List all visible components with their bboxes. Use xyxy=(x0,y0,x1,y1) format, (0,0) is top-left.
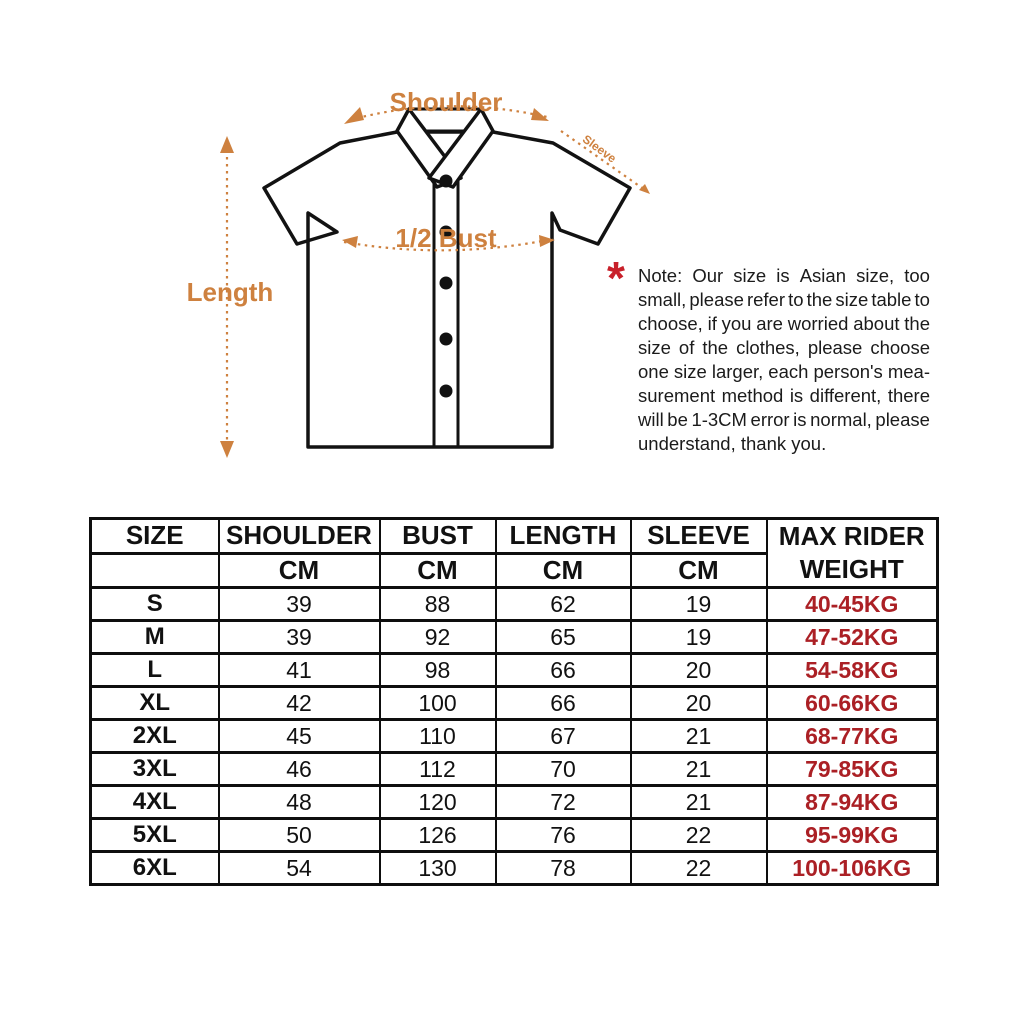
cell-shoulder: 50 xyxy=(219,819,380,852)
unit-length: CM xyxy=(496,553,631,588)
note-asterisk: * xyxy=(607,252,625,304)
cell-size: L xyxy=(91,654,219,687)
sleeve-label: Sleeve xyxy=(579,131,619,166)
cell-sleeve: 19 xyxy=(631,621,767,654)
cell-bust: 88 xyxy=(380,588,496,621)
cell-shoulder: 42 xyxy=(219,687,380,720)
cell-bust: 112 xyxy=(380,753,496,786)
size-table xyxy=(89,517,939,886)
length-label: Length xyxy=(186,277,274,307)
cell-length: 78 xyxy=(496,852,631,885)
cell-sleeve: 21 xyxy=(631,753,767,786)
cell-size: XL xyxy=(91,687,219,720)
note-line: will be 1-3CM error is normal, please xyxy=(638,409,930,430)
cell-length: 70 xyxy=(496,753,631,786)
cell-size: 5XL xyxy=(91,819,219,852)
col-bust: BUST xyxy=(380,519,496,554)
note-line: surement method is different, there xyxy=(638,385,930,406)
cell-weight: 68-77KG xyxy=(767,720,938,753)
cell-length: 76 xyxy=(496,819,631,852)
table-row xyxy=(91,819,938,852)
cell-sleeve: 20 xyxy=(631,687,767,720)
shoulder-label: Shoulder xyxy=(389,87,503,117)
col-size: SIZE xyxy=(91,519,219,554)
note-line: choose, if you are worried about the xyxy=(638,313,930,334)
note-line: one size larger, each person's mea- xyxy=(638,361,930,382)
cell-length: 66 xyxy=(496,687,631,720)
table-row xyxy=(91,753,938,786)
cell-size: S xyxy=(91,588,219,621)
cell-weight: 54-58KG xyxy=(767,654,938,687)
note-line: small, please refer to the size table to xyxy=(638,289,930,310)
cell-length: 65 xyxy=(496,621,631,654)
col-shoulder: SHOULDER xyxy=(219,519,380,554)
cell-weight: 95-99KG xyxy=(767,819,938,852)
cell-sleeve: 22 xyxy=(631,852,767,885)
table-row xyxy=(91,588,938,621)
cell-length: 72 xyxy=(496,786,631,819)
cell-sleeve: 19 xyxy=(631,588,767,621)
cell-size: 6XL xyxy=(91,852,219,885)
cell-shoulder: 54 xyxy=(219,852,380,885)
cell-shoulder: 39 xyxy=(219,621,380,654)
note-line: Note: Our size is Asian size, too xyxy=(638,265,930,286)
unit-shoulder: CM xyxy=(219,553,380,588)
cell-size: 3XL xyxy=(91,753,219,786)
cell-shoulder: 39 xyxy=(219,588,380,621)
cell-shoulder: 41 xyxy=(219,654,380,687)
cell-shoulder: 45 xyxy=(219,720,380,753)
cell-bust: 98 xyxy=(380,654,496,687)
cell-size: 4XL xyxy=(91,786,219,819)
cell-weight: 60-66KG xyxy=(767,687,938,720)
cell-size: 2XL xyxy=(91,720,219,753)
note-line: understand, thank you. xyxy=(638,433,827,454)
cell-bust: 120 xyxy=(380,786,496,819)
col-sleeve: SLEEVE xyxy=(631,519,767,554)
table-row xyxy=(91,687,938,720)
cell-sleeve: 22 xyxy=(631,819,767,852)
cell-length: 66 xyxy=(496,654,631,687)
size-table-body xyxy=(91,588,938,885)
cell-bust: 110 xyxy=(380,720,496,753)
col-max-rider-weight xyxy=(767,519,938,588)
note-line: size of the clothes, please choose xyxy=(638,337,930,358)
cell-sleeve: 21 xyxy=(631,720,767,753)
cell-weight: 47-52KG xyxy=(767,621,938,654)
unit-blank xyxy=(91,553,219,588)
cell-weight: 79-85KG xyxy=(767,753,938,786)
cell-sleeve: 21 xyxy=(631,786,767,819)
cell-shoulder: 46 xyxy=(219,753,380,786)
cell-weight: 87-94KG xyxy=(767,786,938,819)
cell-bust: 126 xyxy=(380,819,496,852)
table-row xyxy=(91,852,938,885)
unit-sleeve: CM xyxy=(631,553,767,588)
note-lines xyxy=(638,264,930,456)
unit-bust: CM xyxy=(380,553,496,588)
cell-bust: 130 xyxy=(380,852,496,885)
cell-size: M xyxy=(91,621,219,654)
cell-shoulder: 48 xyxy=(219,786,380,819)
table-row xyxy=(91,786,938,819)
table-row xyxy=(91,720,938,753)
cell-sleeve: 20 xyxy=(631,654,767,687)
cell-weight: 40-45KG xyxy=(767,588,938,621)
weight-line: WEIGHT xyxy=(799,554,904,584)
cell-bust: 92 xyxy=(380,621,496,654)
max-rider-line: MAX RIDER xyxy=(778,521,925,551)
size-table-header xyxy=(91,519,938,588)
table-row xyxy=(91,654,938,687)
table-row xyxy=(91,621,938,654)
cell-weight: 100-106KG xyxy=(767,852,938,885)
cell-length: 62 xyxy=(496,588,631,621)
cell-length: 67 xyxy=(496,720,631,753)
half-bust-label: 1/2 Bust xyxy=(395,223,497,253)
cell-bust: 100 xyxy=(380,687,496,720)
col-length: LENGTH xyxy=(496,519,631,554)
